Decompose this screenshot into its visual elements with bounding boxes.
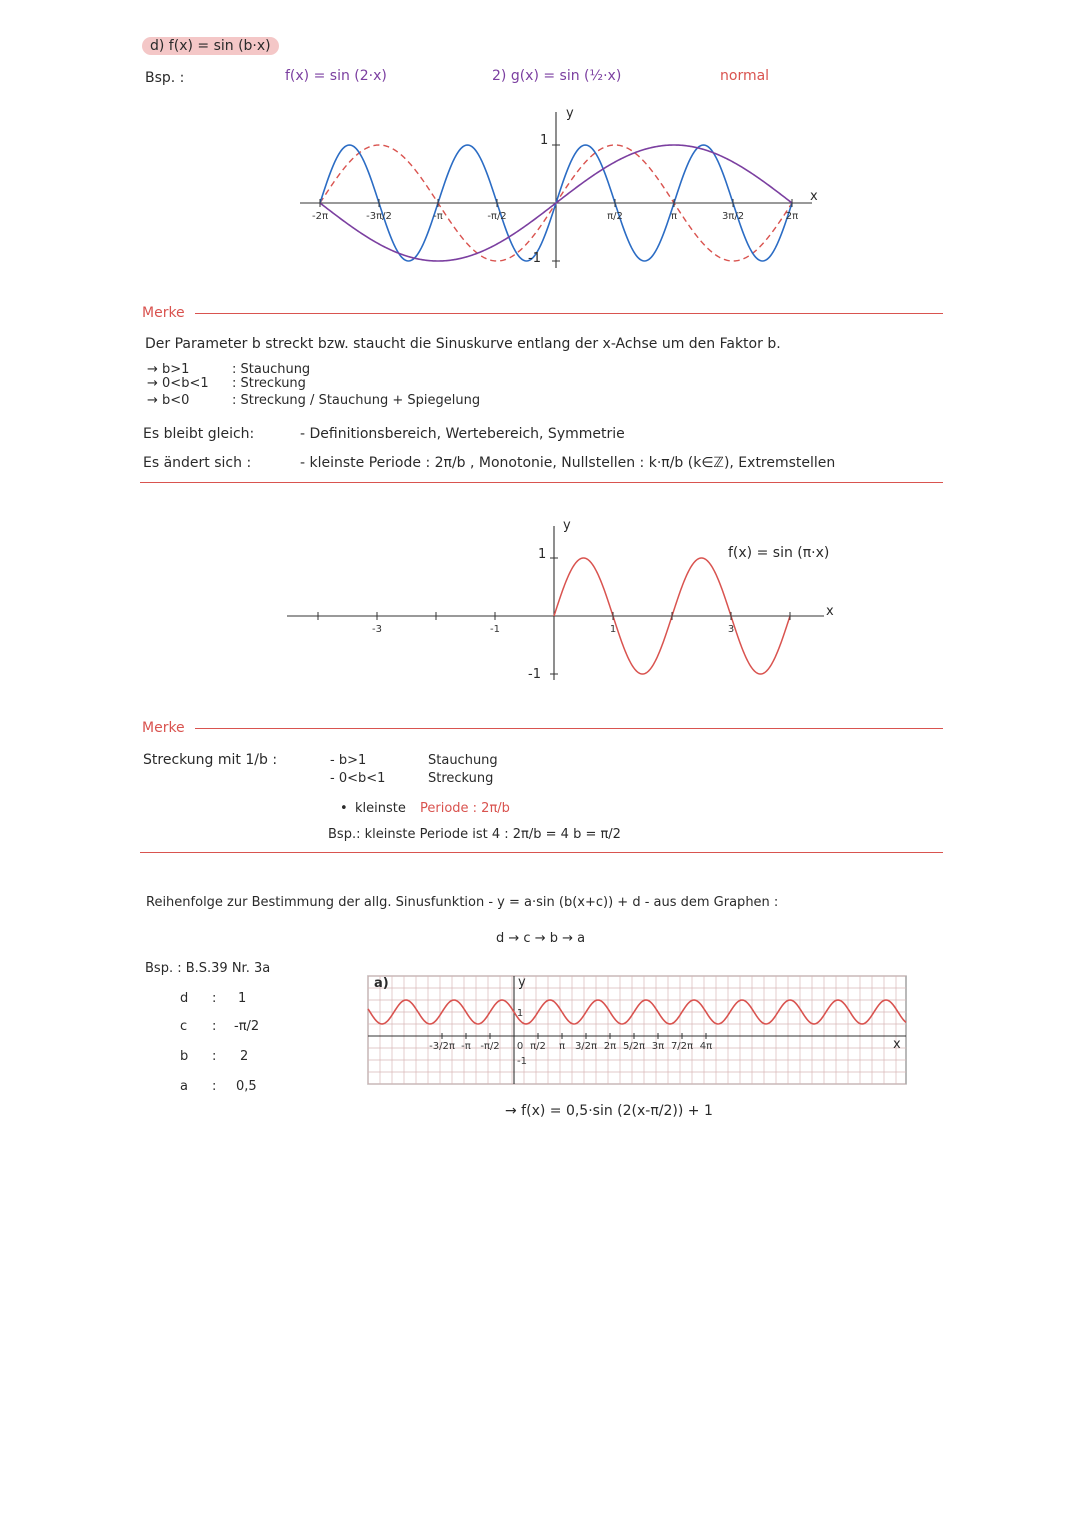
- rule-cond: → b>1: [147, 362, 190, 377]
- graph3-x-tick: π: [558, 1041, 566, 1052]
- result-function: → f(x) = 0,5·sin (2(x-π/2)) + 1: [505, 1103, 713, 1119]
- streckung-label: Streckung mit 1/b :: [143, 752, 278, 768]
- same-label: Es bleibt gleich:: [143, 426, 255, 442]
- graph3-y-tick: 1: [516, 1008, 524, 1019]
- param-value: -π/2: [234, 1019, 260, 1034]
- example-label: Bsp. :: [145, 70, 185, 86]
- graph3-x-tick: 7/2π: [670, 1041, 694, 1052]
- graph2-x-tick: -3: [372, 624, 382, 635]
- param-colon: :: [212, 1019, 217, 1034]
- graph1-x-label: x: [810, 189, 818, 204]
- graph1-y-tick-1: 1: [540, 133, 549, 148]
- changes-text: - kleinste Periode : 2π/b , Monotonie, Nullstellen : k·π/b (k∈ℤ), Extremstellen: [300, 455, 836, 471]
- graph2-y-tick-neg1: -1: [528, 667, 541, 682]
- param-value: 1: [238, 991, 247, 1006]
- function-f-label: f(x) = sin (2·x): [285, 68, 387, 84]
- merke-statement: Der Parameter b streckt bzw. staucht die Sinuskurve entlang der x-Achse um den Faktor b.: [145, 336, 781, 352]
- period-formula: Periode : 2π/b: [420, 801, 510, 816]
- graph3-y-tick: -1: [517, 1056, 527, 1067]
- param-colon: :: [212, 991, 217, 1006]
- period-label: kleinste: [355, 801, 406, 816]
- rule-cond: → b<0: [147, 393, 190, 408]
- order-sequence: d → c → b → a: [496, 931, 586, 946]
- section-title: d) f(x) = sin (b·x): [142, 37, 279, 55]
- graph3-x-tick: 0: [516, 1041, 524, 1052]
- graph3-x-tick: -π: [461, 1041, 471, 1052]
- merke2-item: - 0<b<1: [330, 771, 386, 786]
- rule-cond: → 0<b<1: [147, 376, 209, 391]
- merke2-item: - b>1: [330, 753, 367, 768]
- graph3-x-label: x: [893, 1037, 901, 1052]
- graph1-x-tick: -π/2: [487, 211, 507, 222]
- example2-title: Bsp. : B.S.39 Nr. 3a: [145, 961, 271, 976]
- graph1-x-tick: -2π: [312, 211, 328, 222]
- graph2-x-tick: -1: [490, 624, 500, 635]
- function-g-label: 2) g(x) = sin (½·x): [492, 68, 622, 84]
- graph3-x-tick: 3π: [651, 1041, 665, 1052]
- rule-text: : Stauchung: [232, 362, 311, 377]
- param-colon: :: [212, 1079, 217, 1094]
- graph3-x-tick: 5/2π: [622, 1041, 646, 1052]
- param-value: 2: [240, 1049, 249, 1064]
- param-name: b: [180, 1049, 189, 1064]
- graph1-y-label: y: [566, 106, 574, 121]
- graph2-x-tick: 1: [609, 624, 617, 635]
- graph3-x-tick: 4π: [699, 1041, 713, 1052]
- merke-label: Merke: [142, 720, 185, 736]
- graph1-x-tick: -3π/2: [366, 211, 392, 222]
- graph1-x-tick: 2π: [785, 211, 799, 222]
- merke2-item-value: Stauchung: [428, 753, 498, 768]
- same-text: - Definitionsbereich, Wertebereich, Symmetrie: [300, 426, 625, 442]
- graph2-y-tick-1: 1: [538, 547, 547, 562]
- param-value: 0,5: [236, 1079, 257, 1094]
- normal-label: normal: [720, 68, 770, 84]
- param-name: d: [180, 991, 189, 1006]
- graph1-x-tick: 3π/2: [721, 211, 745, 222]
- graph3-x-tick: -π/2: [480, 1041, 500, 1052]
- graph1-x-tick: π: [670, 211, 678, 222]
- param-colon: :: [212, 1049, 217, 1064]
- period-example: Bsp.: kleinste Periode ist 4 : 2π/b = 4 b = π/2: [328, 827, 621, 842]
- graph3-x-tick: 3/2π: [574, 1041, 598, 1052]
- graph3-x-tick: -3/2π: [429, 1041, 455, 1052]
- changes-label: Es ändert sich :: [143, 455, 252, 471]
- graph1-y-tick-neg1: -1: [528, 251, 541, 266]
- merke-label: Merke: [142, 305, 185, 321]
- period-bullet: •: [340, 801, 348, 816]
- graph1-x-tick: π/2: [607, 211, 623, 222]
- graph1-x-tick: -π: [433, 211, 443, 222]
- merke2-item-value: Streckung: [428, 771, 494, 786]
- graph3-y-label: y: [518, 975, 526, 990]
- graph2-x-label: x: [826, 604, 834, 619]
- rule-text: : Streckung / Stauchung + Spiegelung: [232, 393, 481, 408]
- param-name: c: [180, 1019, 188, 1034]
- order-statement: Reihenfolge zur Bestimmung der allg. Sinusfunktion - y = a·sin (b(x+c)) + d - aus dem Graphen :: [146, 895, 779, 910]
- param-name: a: [180, 1079, 188, 1094]
- graph3-x-tick: 2π: [603, 1041, 617, 1052]
- graph2-function-label: f(x) = sin (π·x): [728, 545, 830, 561]
- graph3-x-tick: π/2: [530, 1041, 546, 1052]
- graph2-y-label: y: [563, 518, 571, 533]
- chart-part-label: a): [374, 976, 389, 991]
- graph2-x-tick: 3: [727, 624, 735, 635]
- rule-text: : Streckung: [232, 376, 306, 391]
